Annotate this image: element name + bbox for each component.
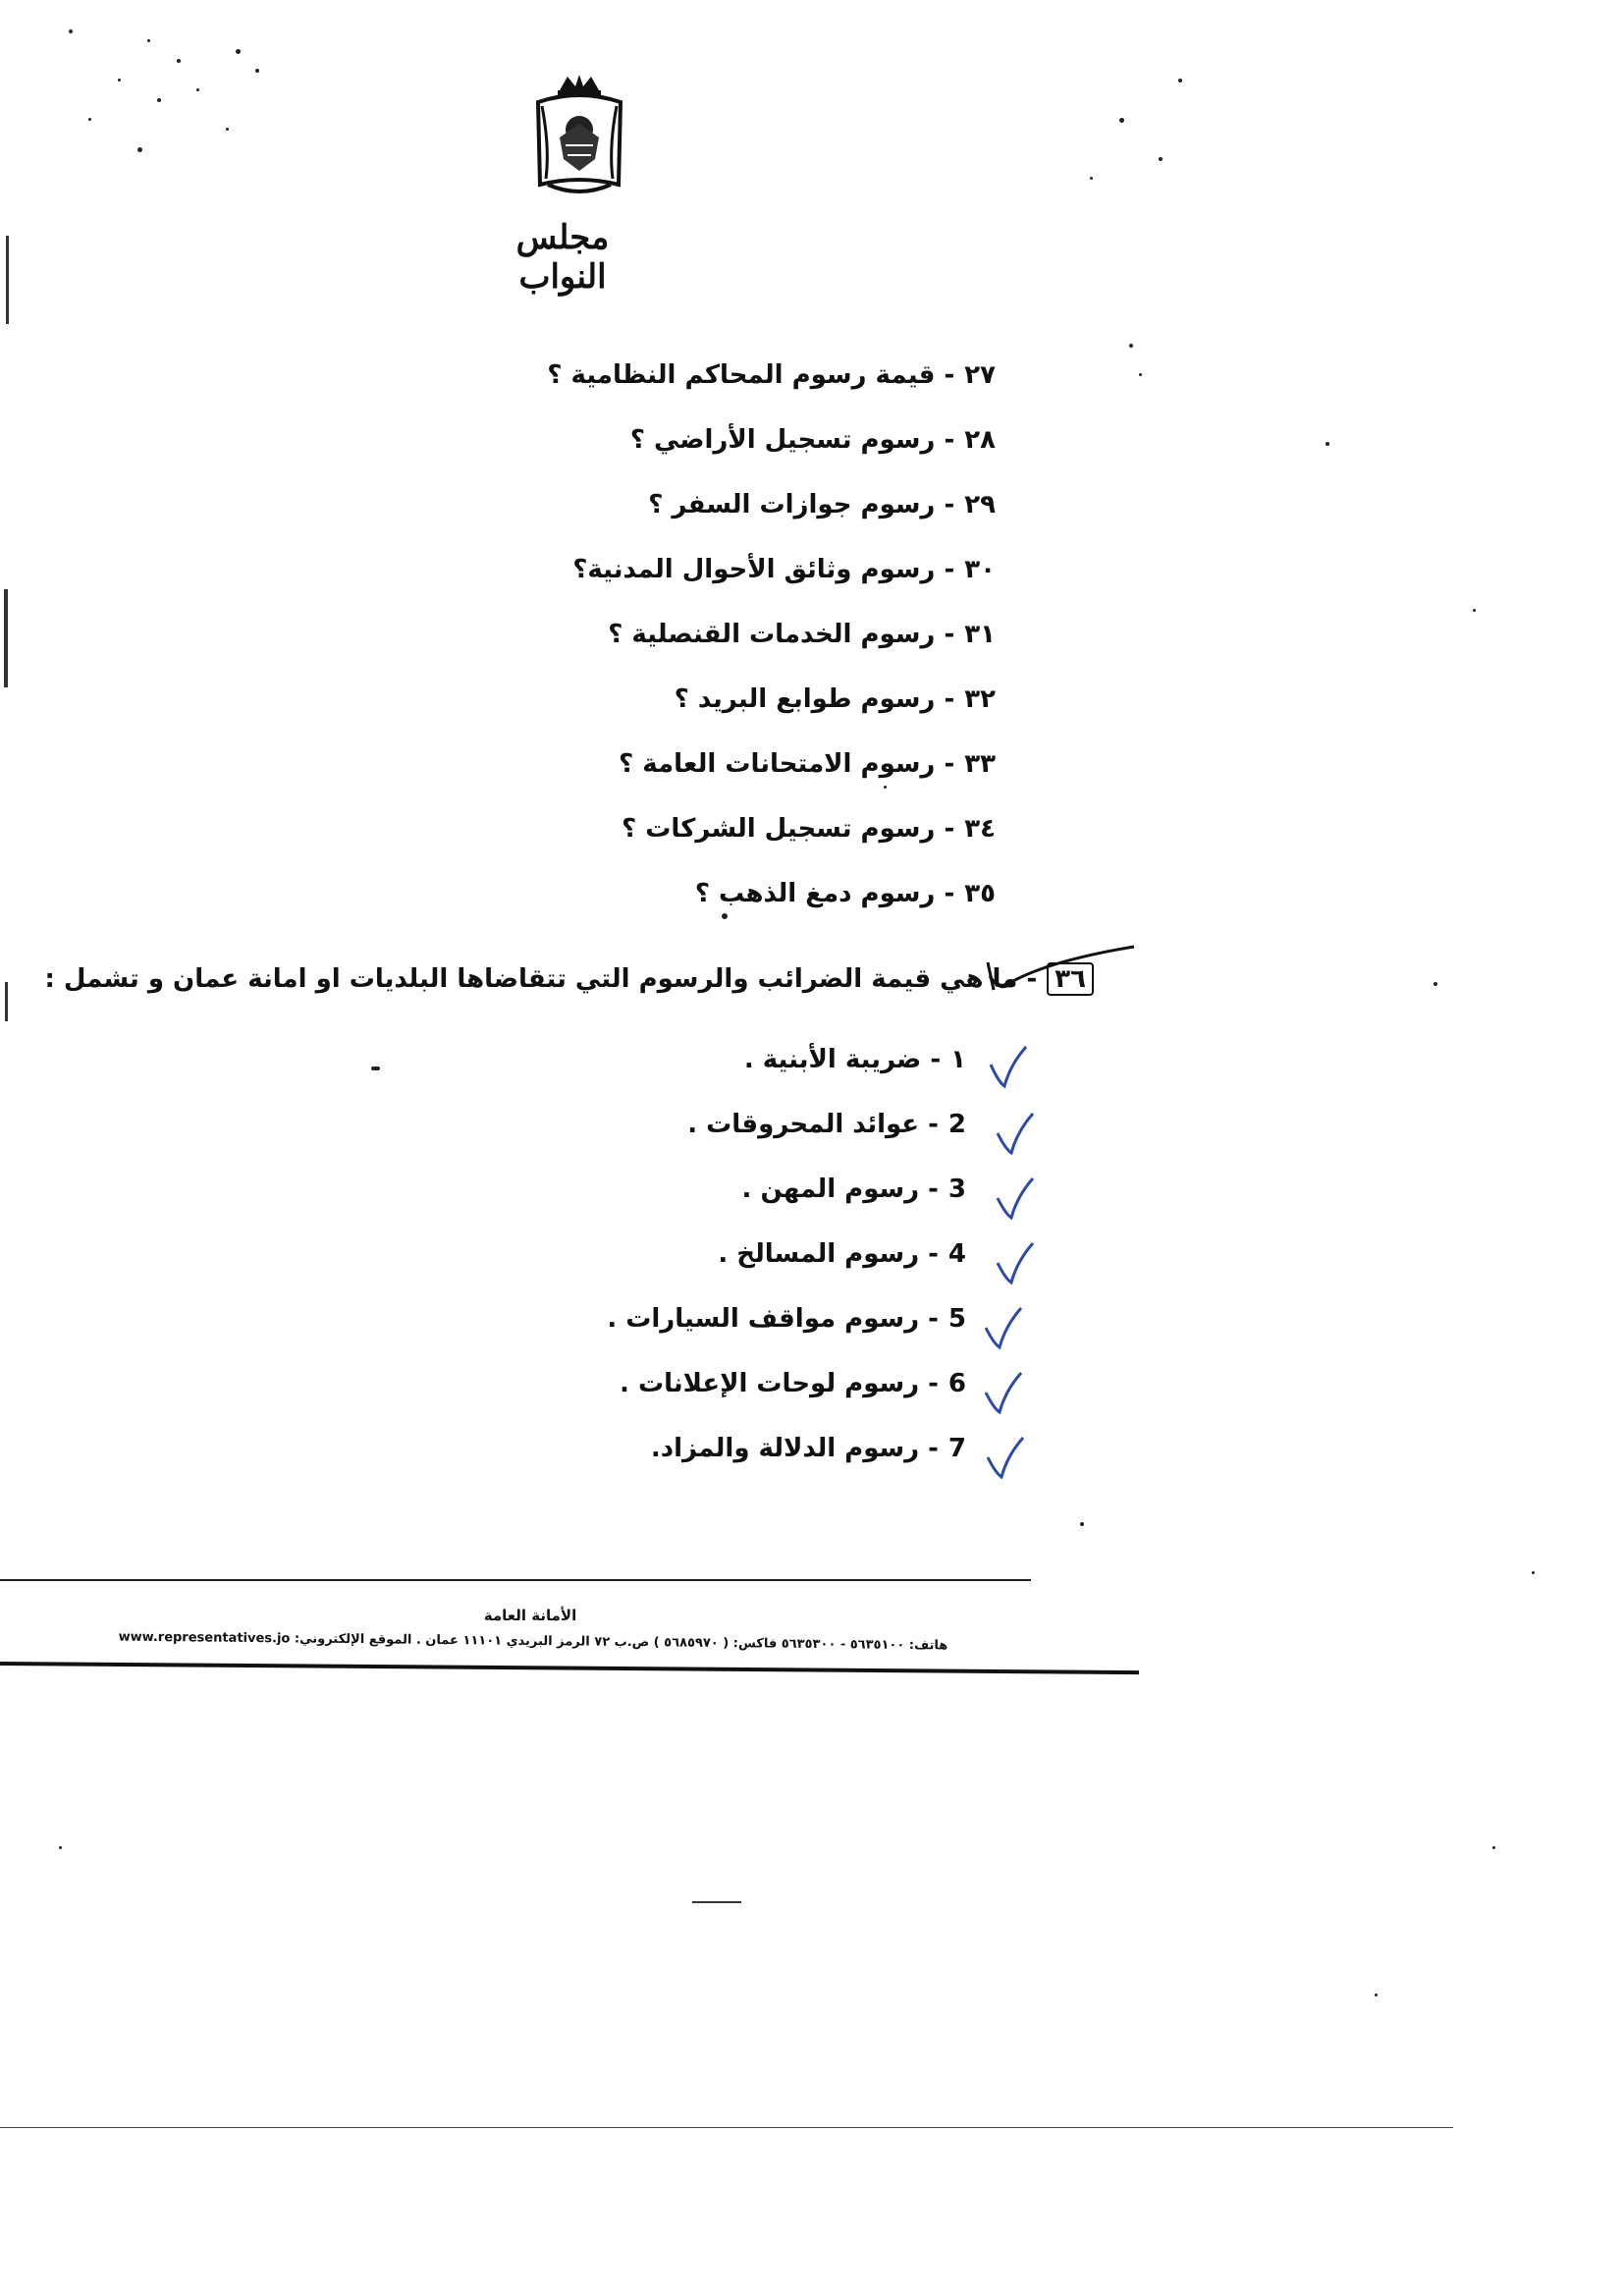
scan-edge-mark <box>6 236 9 324</box>
question-number: ٢٨ <box>964 425 996 455</box>
stray-mark <box>371 1066 380 1070</box>
scan-speck <box>137 147 142 152</box>
question-item <box>547 548 996 613</box>
fee-text: - رسوم الدلالة والمزاد. <box>650 1434 939 1463</box>
scan-speck <box>236 49 241 54</box>
separator-dash <box>692 1901 741 1903</box>
fee-number: 7 <box>947 1434 966 1463</box>
question-number: ٢٩ <box>964 490 996 519</box>
scan-speck <box>69 29 73 33</box>
fee-text: - رسوم المسالخ . <box>718 1239 939 1269</box>
question-item <box>547 613 996 678</box>
question-number: ٣١ <box>964 620 996 649</box>
scan-speck <box>1129 344 1133 348</box>
question-36-number: ٣٦ <box>1047 962 1094 996</box>
scan-speck <box>1119 118 1124 123</box>
scan-speck <box>226 128 229 131</box>
blue-check-mark-icon <box>994 1110 1037 1157</box>
footer-contact-info: هاتف: ٥٦٣٥١٠٠ - ٥٦٣٥٣٠٠ فاكس: ( ٥٦٨٥٩٧٠ ) ص.ب ٧٢ الرمز البريدي ١١١٠١ عمان . الموقع الإلكتروني: www.representatives.jo <box>118 1629 948 1654</box>
scan-edge-mark <box>5 982 8 1021</box>
question-item <box>547 418 996 483</box>
fee-item <box>607 1104 966 1169</box>
blue-check-mark-icon <box>994 1239 1037 1286</box>
fee-item <box>607 1039 966 1104</box>
question-item <box>547 354 996 418</box>
scan-speck <box>255 69 259 73</box>
scan-speck <box>1139 373 1142 376</box>
question-text: - قيمة رسوم المحاكم النظامية ؟ <box>547 360 955 390</box>
question-text: - رسوم تسجيل الأراضي ؟ <box>629 425 955 455</box>
fee-number: 2 <box>947 1110 966 1139</box>
scan-speck <box>157 98 161 102</box>
questions-list <box>547 354 996 937</box>
fee-item <box>607 1169 966 1233</box>
fee-item <box>607 1298 966 1363</box>
scan-speck <box>118 79 121 82</box>
fee-item <box>607 1428 966 1493</box>
fee-number: ١ <box>950 1045 966 1074</box>
fee-text: - ضريبة الأبنية . <box>743 1045 942 1074</box>
question-item <box>547 807 996 872</box>
blue-check-mark-icon <box>982 1369 1025 1416</box>
question-number: ٢٧ <box>964 360 996 390</box>
footer-rule-bottom <box>0 1662 1139 1674</box>
question-number: ٣٣ <box>964 749 996 779</box>
scan-edge-mark <box>4 589 8 687</box>
blue-check-mark-icon <box>982 1304 1025 1351</box>
fee-text: - عوائد المحروقات . <box>687 1110 939 1139</box>
blue-check-mark-icon <box>984 1434 1027 1481</box>
question-text: - رسوم الخدمات القنصلية ؟ <box>608 620 955 649</box>
scan-speck <box>1473 609 1476 612</box>
bottom-rule <box>0 2127 1453 2128</box>
stray-dot <box>722 913 728 919</box>
fee-number: 6 <box>947 1369 966 1398</box>
question-36 <box>44 962 1094 996</box>
question-item <box>547 678 996 742</box>
fee-item <box>607 1233 966 1298</box>
question-36-text: - ما هي قيمة الضرائب والرسوم التي تتقاضاها البلديات او امانة عمان و تشمل : <box>44 964 1038 994</box>
question-number: ٣٥ <box>964 879 996 908</box>
footer-title: الأمانة العامة <box>483 1607 577 1624</box>
scan-speck <box>59 1846 62 1849</box>
scan-speck <box>1532 1571 1535 1574</box>
blue-check-mark-icon <box>994 1175 1037 1222</box>
scan-speck <box>1326 442 1329 446</box>
question-item <box>547 742 996 807</box>
question-number: ٣٠ <box>964 555 996 584</box>
footer-rule-top <box>0 1579 1031 1581</box>
fee-number: 4 <box>947 1239 966 1269</box>
question-text: - رسوم جوازات السفر ؟ <box>648 490 955 519</box>
question-number: ٣٤ <box>964 814 996 844</box>
question-text: - رسوم وثائق الأحوال المدنية؟ <box>572 555 955 584</box>
scan-speck <box>1080 1522 1084 1526</box>
question-text: - رسوم تسجيل الشركات ؟ <box>622 814 955 844</box>
scan-speck <box>1492 1846 1495 1849</box>
fee-item <box>607 1363 966 1428</box>
question-text: - رسوم دمغ الذهب ؟ <box>694 879 955 908</box>
coat-of-arms-emblem <box>520 69 638 206</box>
scan-speck <box>1375 1994 1378 1996</box>
question-number: ٣٢ <box>964 684 996 714</box>
scan-speck <box>177 59 181 63</box>
blue-check-mark-icon <box>987 1043 1030 1090</box>
scan-speck <box>1434 982 1437 986</box>
scan-speck <box>88 118 91 121</box>
scan-speck <box>1178 79 1182 82</box>
question-item <box>547 872 996 937</box>
scan-speck <box>196 88 199 91</box>
fees-list <box>607 1039 966 1493</box>
question-item <box>547 483 996 548</box>
fee-number: 5 <box>947 1304 966 1334</box>
question-text: - رسوم الامتحانات العامة ؟ <box>619 749 955 779</box>
scan-speck <box>1159 157 1163 161</box>
fee-text: - رسوم مواقف السيارات . <box>607 1304 939 1334</box>
fee-number: 3 <box>947 1175 966 1204</box>
scan-speck <box>1090 177 1093 180</box>
question-text: - رسوم طوابع البريد ؟ <box>674 684 955 714</box>
scan-speck <box>147 39 150 42</box>
council-name: مجلس النواب <box>515 218 610 297</box>
fee-text: - رسوم لوحات الإعلانات . <box>620 1369 939 1398</box>
fee-text: - رسوم المهن . <box>741 1175 939 1204</box>
